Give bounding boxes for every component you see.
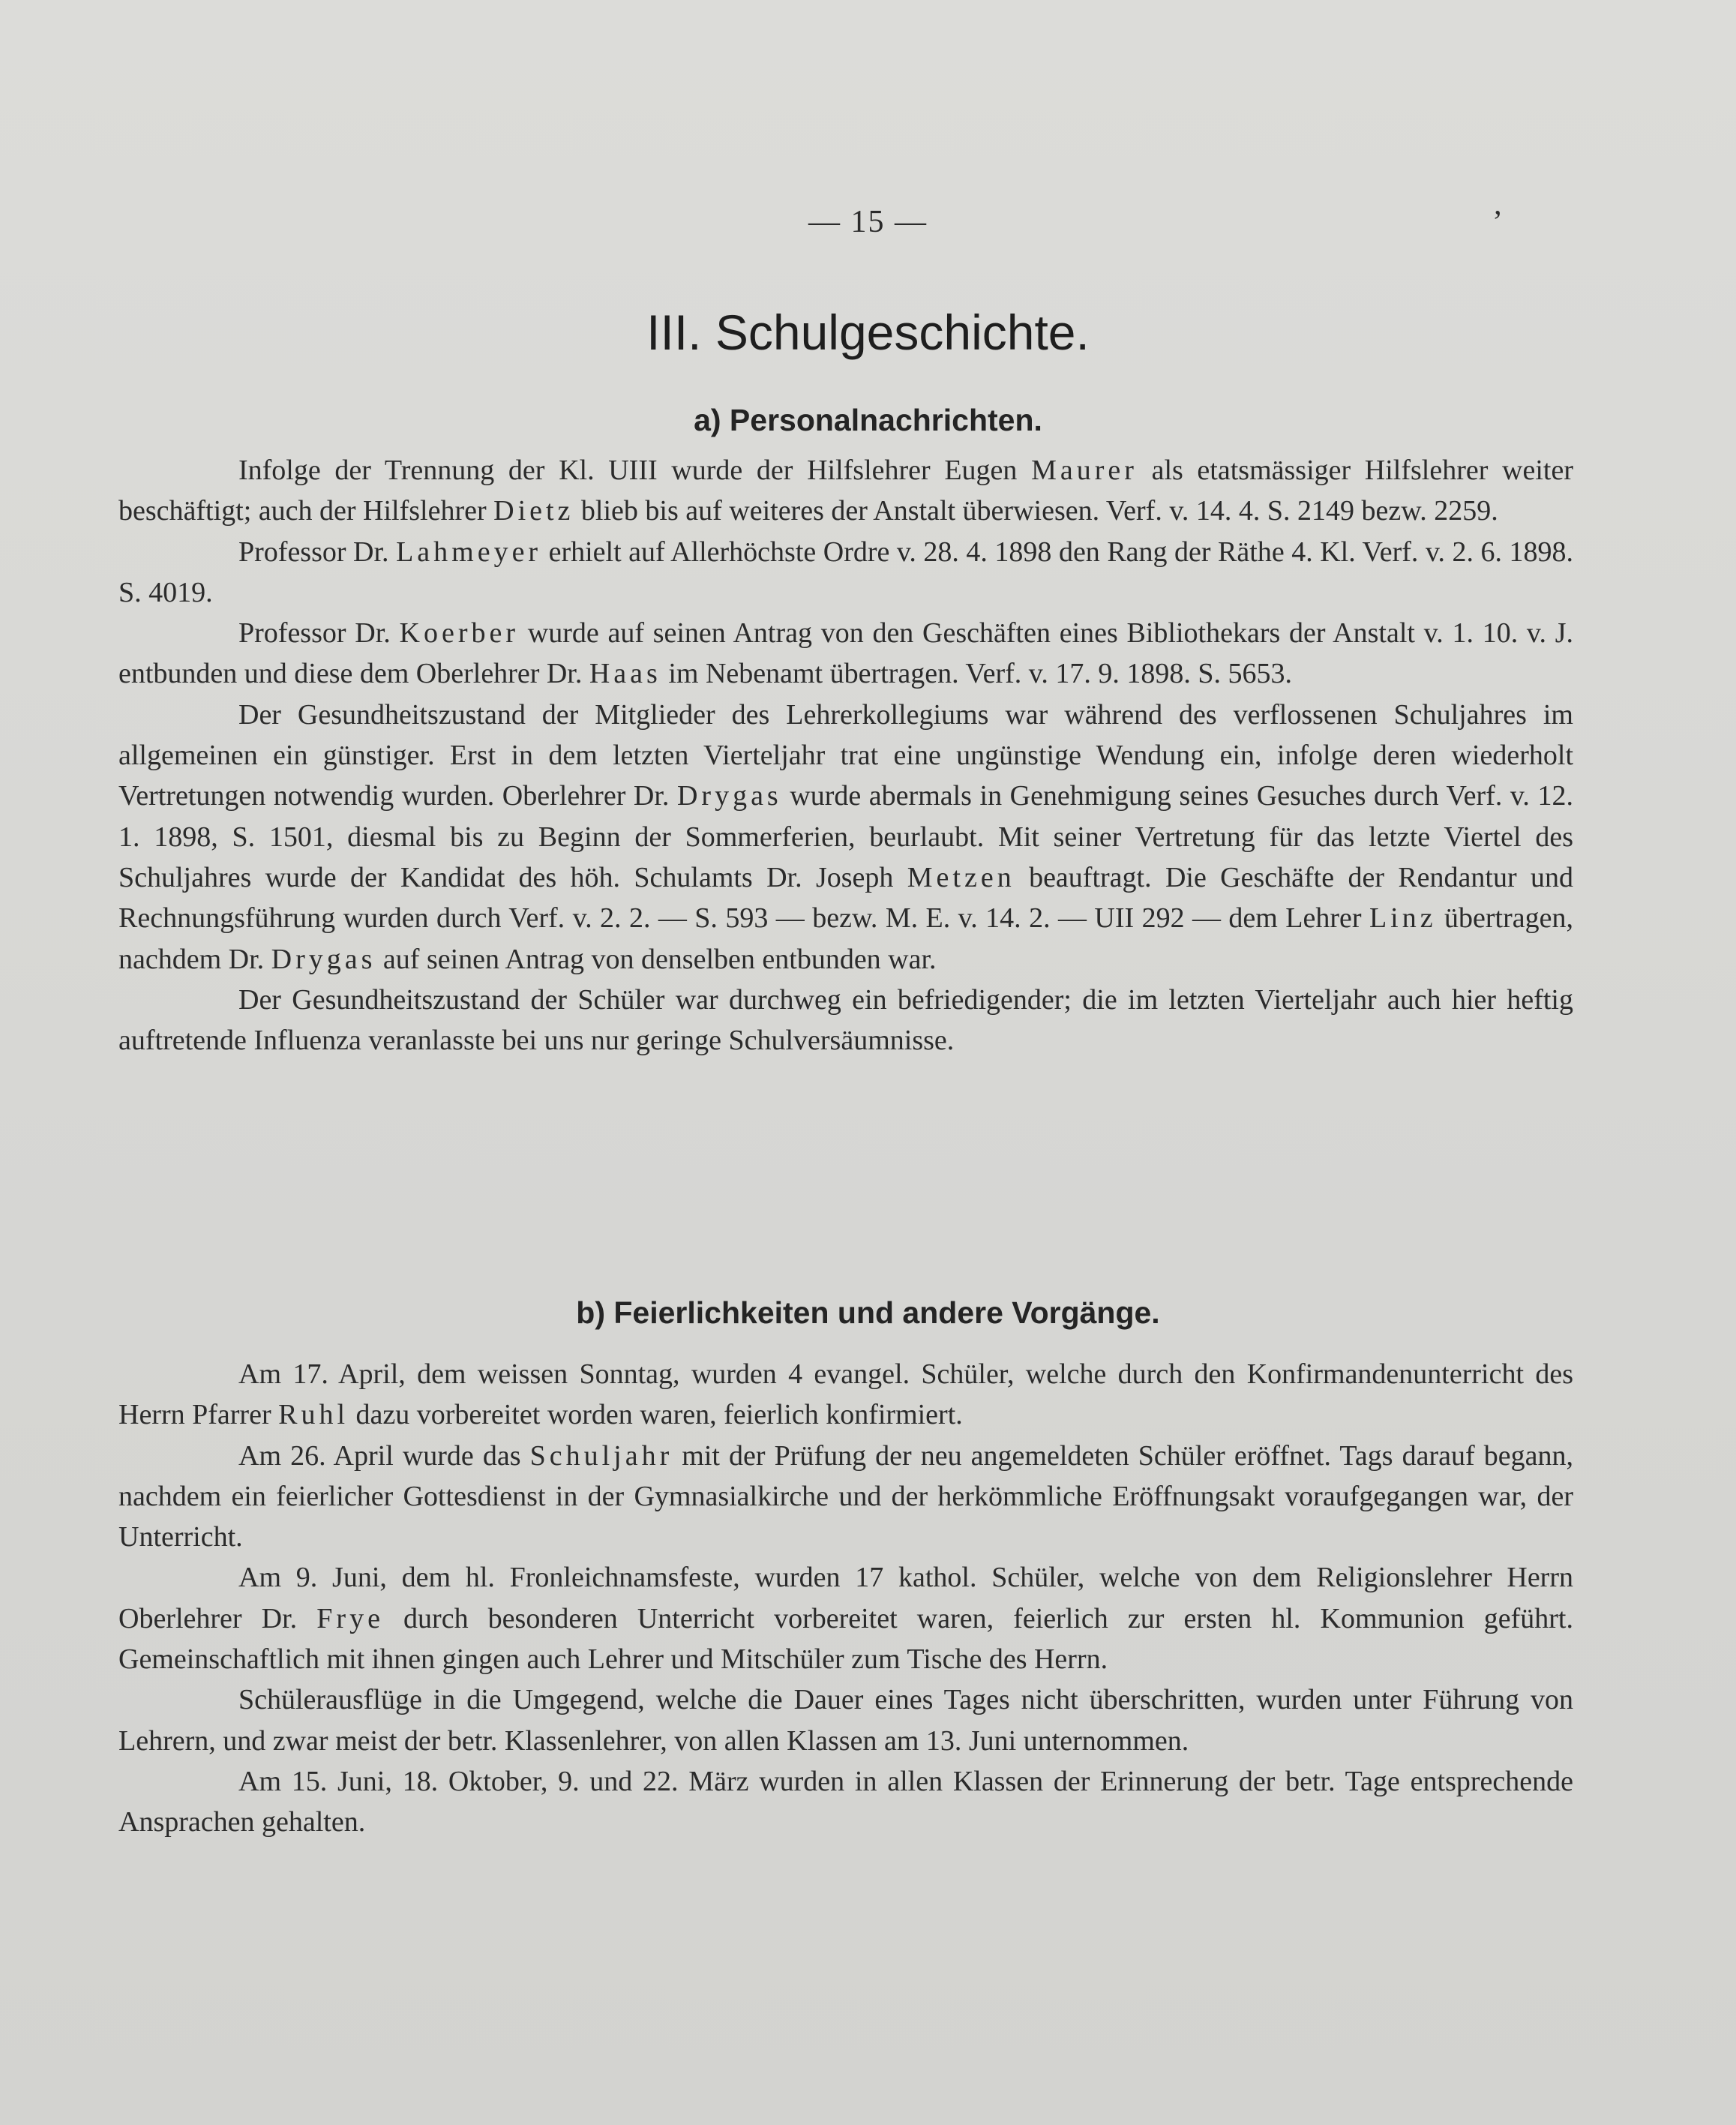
- section-title-personalnachrichten: a) Personalnachrichten.: [694, 403, 1042, 437]
- section-title-feierlichkeiten: b) Feierlichkeiten und andere Vorgänge.: [576, 1295, 1160, 1330]
- spaced-name: Maurer: [1031, 455, 1138, 486]
- page-number: — 15 —: [808, 205, 928, 239]
- paragraph: Am 17. April, dem weissen Sonntag, wurden 4 evangel. Schüler, welche durch den Konfirmandenunterricht des Herrn Pfarrer Ruhl dazu vorbereitet worden waren, feierlich konfirmiert.: [118, 1358, 1573, 1431]
- spaced-name: Drygas: [676, 780, 782, 812]
- spaced-name: Frye: [316, 1602, 384, 1634]
- paragraph: Der Gesundheitszustand der Mitglieder des Lehrerkollegiums war während des verflossenen Schuljahres im allgemeinen ein günstiger. Erst in dem letzten Vierteljahr trat eine ungünstige Wendung ein, infolge deren wiederholt Vertretungen notwendig wurden. Oberlehrer Dr. Drygas wurde abermals in Genehmigung seines Gesuches durch Verf. v. 12. 1. 1898, S. 1501, diesmal bis zu Beginn der Sommerferien, beurlaubt. Mit seiner Vertretung für das letzte Viertel des Schuljahres wurde der Kandidat des höh. Schulamts Dr. Joseph Metzen beauftragt. Die Geschäfte der Rendantur und Rechnungsführung wurden durch Verf. v. 2. 2. — S. 593 — bezw. M. E. v. 14. 2. — UII 292 — dem Lehrer Linz übertragen, nachdem Dr. Drygas auf seinen Antrag von denselben entbunden war.: [118, 698, 1573, 975]
- paragraph: Am 15. Juni, 18. Oktober, 9. und 22. März wurden in allen Klassen der Erinnerung der betr. Tage entsprechende Ansprachen gehalten.: [118, 1765, 1573, 1838]
- paragraph: Am 26. April wurde das Schuljahr mit der Prüfung der neu angemeldeten Schüler eröffnet. Tags darauf begann, nachdem ein feierlicher Gottesdienst in der Gymnasialkirche und der herkömmliche Eröffnungsakt voraufgegangen war, der Unterricht.: [118, 1439, 1573, 1553]
- section-body-feierlichkeiten: [118, 1354, 1573, 1843]
- spaced-name: Metzen: [907, 861, 1015, 893]
- paragraph: Schülerausflüge in die Umgegend, welche die Dauer eines Tages nicht überschritten, wurden unter Führung von Lehrern, und zwar meist der betr. Klassenlehrer, von allen Klassen am 13. Juni unternommen.: [118, 1684, 1573, 1757]
- chapter-title: III. Schulgeschichte.: [646, 305, 1090, 360]
- spaced-word: Schuljahr: [529, 1439, 673, 1472]
- spaced-name: Dietz: [493, 495, 574, 527]
- spaced-name: Ruhl: [278, 1399, 349, 1431]
- spaced-name: Haas: [589, 658, 661, 690]
- paragraph: Der Gesundheitszustand der Schüler war durchweg ein befriedigender; die im letzten Vierteljahr auch hier heftig auftretende Influenza veranlasste bei uns nur geringe Schulversäumnisse.: [118, 983, 1573, 1057]
- section-body-personalnachrichten: [118, 450, 1573, 1061]
- paragraph: Professor Dr. Koerber wurde auf seinen Antrag von den Geschäften eines Bibliothekars der Anstalt v. 1. 10. v. J. entbunden und diese dem Oberlehrer Dr. Haas im Nebenamt übertragen. Verf. v. 17. 9. 1898. S. 5653.: [118, 617, 1573, 690]
- paragraph: Infolge der Trennung der Kl. UIII wurde der Hilfslehrer Eugen Maurer als etatsmässiger Hilfslehrer weiter beschäftigt; auch der Hilfslehrer Dietz blieb bis auf weiteres der Anstalt überwiesen. Verf. v. 14. 4. S. 2149 bezw. 2259.: [118, 455, 1573, 527]
- spaced-name: Lahmeyer: [396, 536, 542, 568]
- page-mark: ʼ: [1492, 205, 1503, 239]
- paragraph: Professor Dr. Lahmeyer erhielt auf Allerhöchste Ordre v. 28. 4. 1898 den Rang der Räthe 4. Kl. Verf. v. 2. 6. 1898. S. 4019.: [118, 536, 1573, 608]
- spaced-name: Koerber: [399, 617, 520, 650]
- spaced-name: Linz: [1369, 902, 1437, 935]
- spaced-name: Drygas: [271, 943, 376, 975]
- paragraph: Am 9. Juni, dem hl. Fronleichnamsfeste, wurden 17 kathol. Schüler, welche von dem Religionslehrer Herrn Oberlehrer Dr. Frye durch besonderen Unterricht vorbereitet waren, feierlich zur ersten hl. Kommunion geführt. Gemeinschaftlich mit ihnen gingen auch Lehrer und Mitschüler zum Tische des Herrn.: [118, 1562, 1573, 1676]
